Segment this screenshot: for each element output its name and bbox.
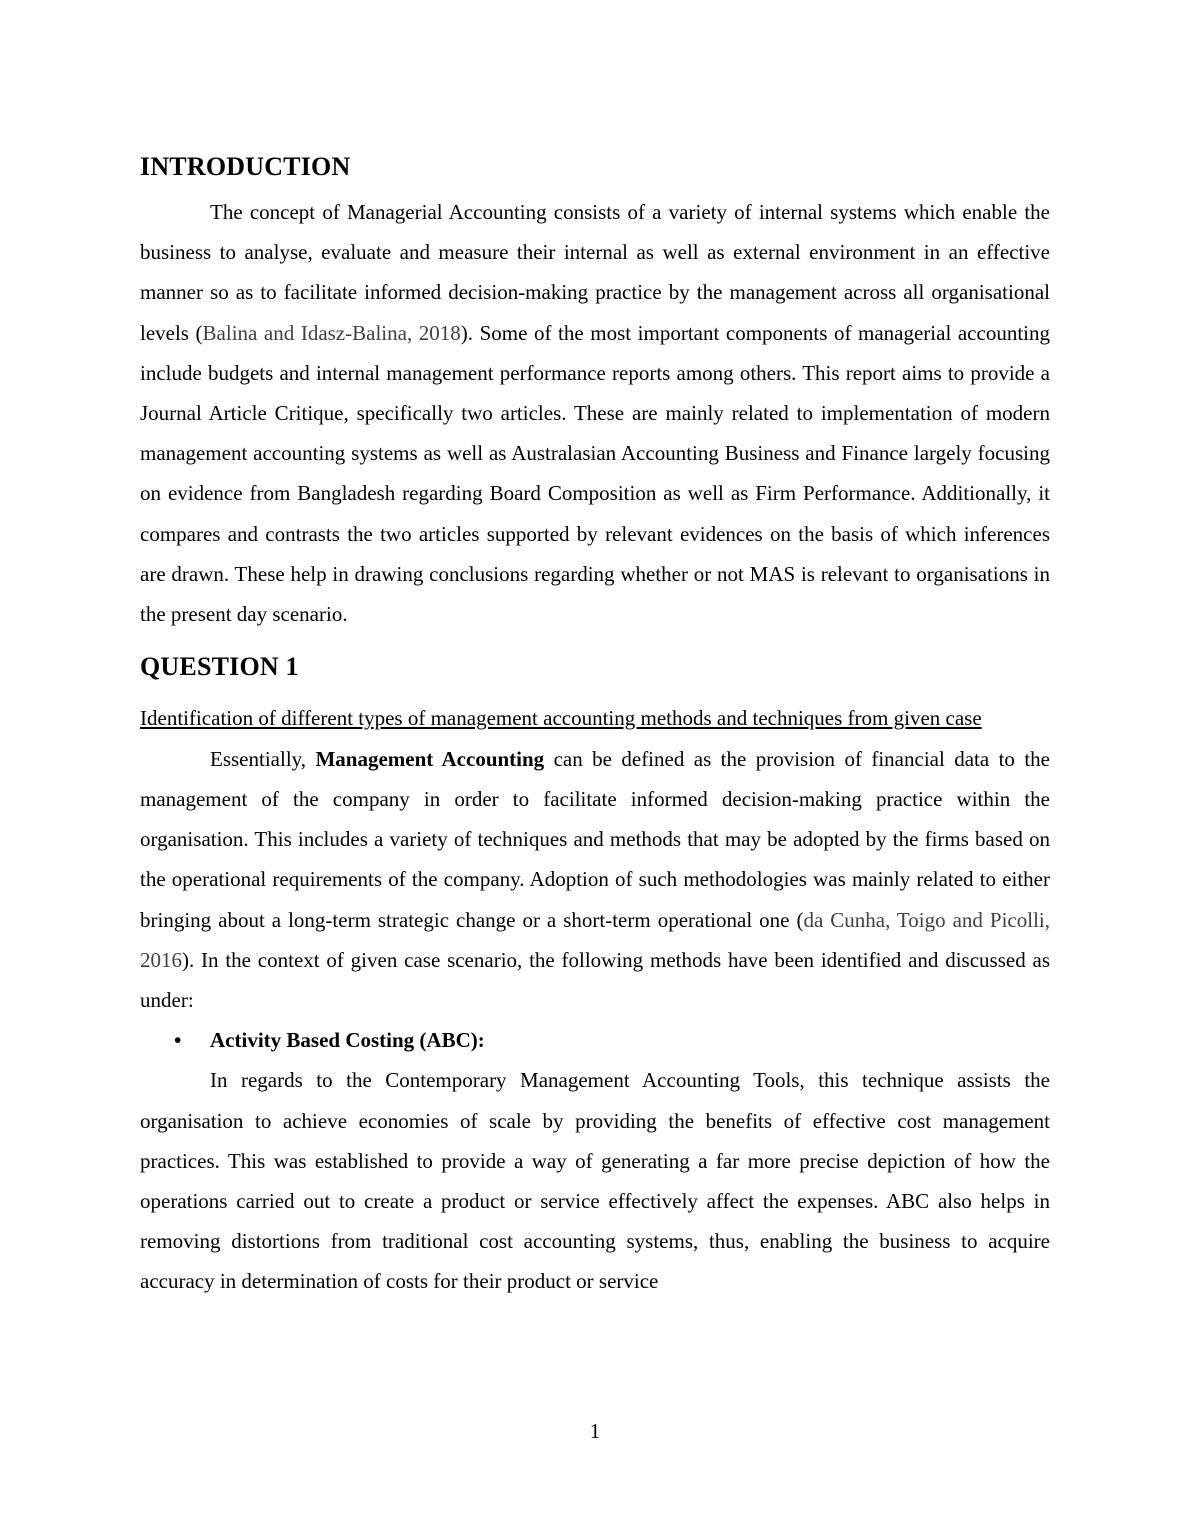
management-accounting-lead: Essentially, [210, 746, 316, 771]
introduction-heading: INTRODUCTION [140, 152, 351, 181]
question-1-subheading: Identification of different types of management accounting methods and techniques from given case [140, 706, 982, 731]
introduction-paragraph [140, 192, 1050, 634]
page-number: 1 [589, 1419, 601, 1443]
introduction-text-start: The concept of Managerial Accounting consists of a variety of internal systems which enable the business to analyse, evaluate and measure their internal as well as external environment in an effective manner so as to facilitate informed decision-making practice by the management across all organisational levels ( [140, 200, 1050, 345]
bullet-label-abc: Activity Based Costing (ABC): [210, 1028, 485, 1053]
bullet-icon: • [174, 1028, 182, 1053]
management-accounting-term: Management Accounting [315, 746, 545, 771]
introduction-text-end: ). Some of the most important components of managerial accounting include budgets and internal management performance reports among others. This report aims to provide a Journal Article Critique, specifically two articles. These are mainly related to implementation of modern management accounting systems as well as Australasian Accounting Business and Finance largely focusing on evidence from Bangladesh regarding Board Composition as well as Firm Performance. Additionally, it compares and contrasts the two articles supported by relevant evidences on the basis of which inferences are drawn. These help in drawing conclusions regarding whether or not MAS is relevant to organisations in the present day scenario. [140, 320, 1050, 627]
question-1-heading: QUESTION 1 [140, 652, 299, 682]
management-accounting-text-start: can be defined as the provision of financial data to the management of the company in order to facilitate informed decision-making practice within the organisation. This includes a variety of techniques and methods that may be adopted by the firms based on the operational requirements of the company. Adoption of such methodologies was mainly related to either bringing about a long-term strategic change or a short-term operational one ( [140, 746, 1050, 932]
citation-balina: Balina and Idasz-Balina, 2018 [202, 320, 461, 345]
citation-da-cunha: da Cunha, Toigo and Picolli, 2016 [140, 907, 1050, 972]
abc-paragraph: In regards to the Contemporary Management Accounting Tools, this technique assists the organisation to achieve economies of scale by providing the benefits of effective cost management practices. This was established to provide a way of generating a far more precise depiction of how the operations carried out to create a product or service effectively affect the expenses. ABC also helps in removing distortions from traditional cost accounting systems, thus, enabling the business to acquire accuracy in determination of costs for their product or service [140, 1068, 1050, 1294]
document-page [140, 150, 1050, 1302]
management-accounting-paragraph [140, 739, 1050, 1020]
management-accounting-text-end: ). In the context of given case scenario, the following methods have been identified and discussed as under: [140, 947, 1050, 1012]
bullet-item-abc [140, 1020, 1050, 1060]
